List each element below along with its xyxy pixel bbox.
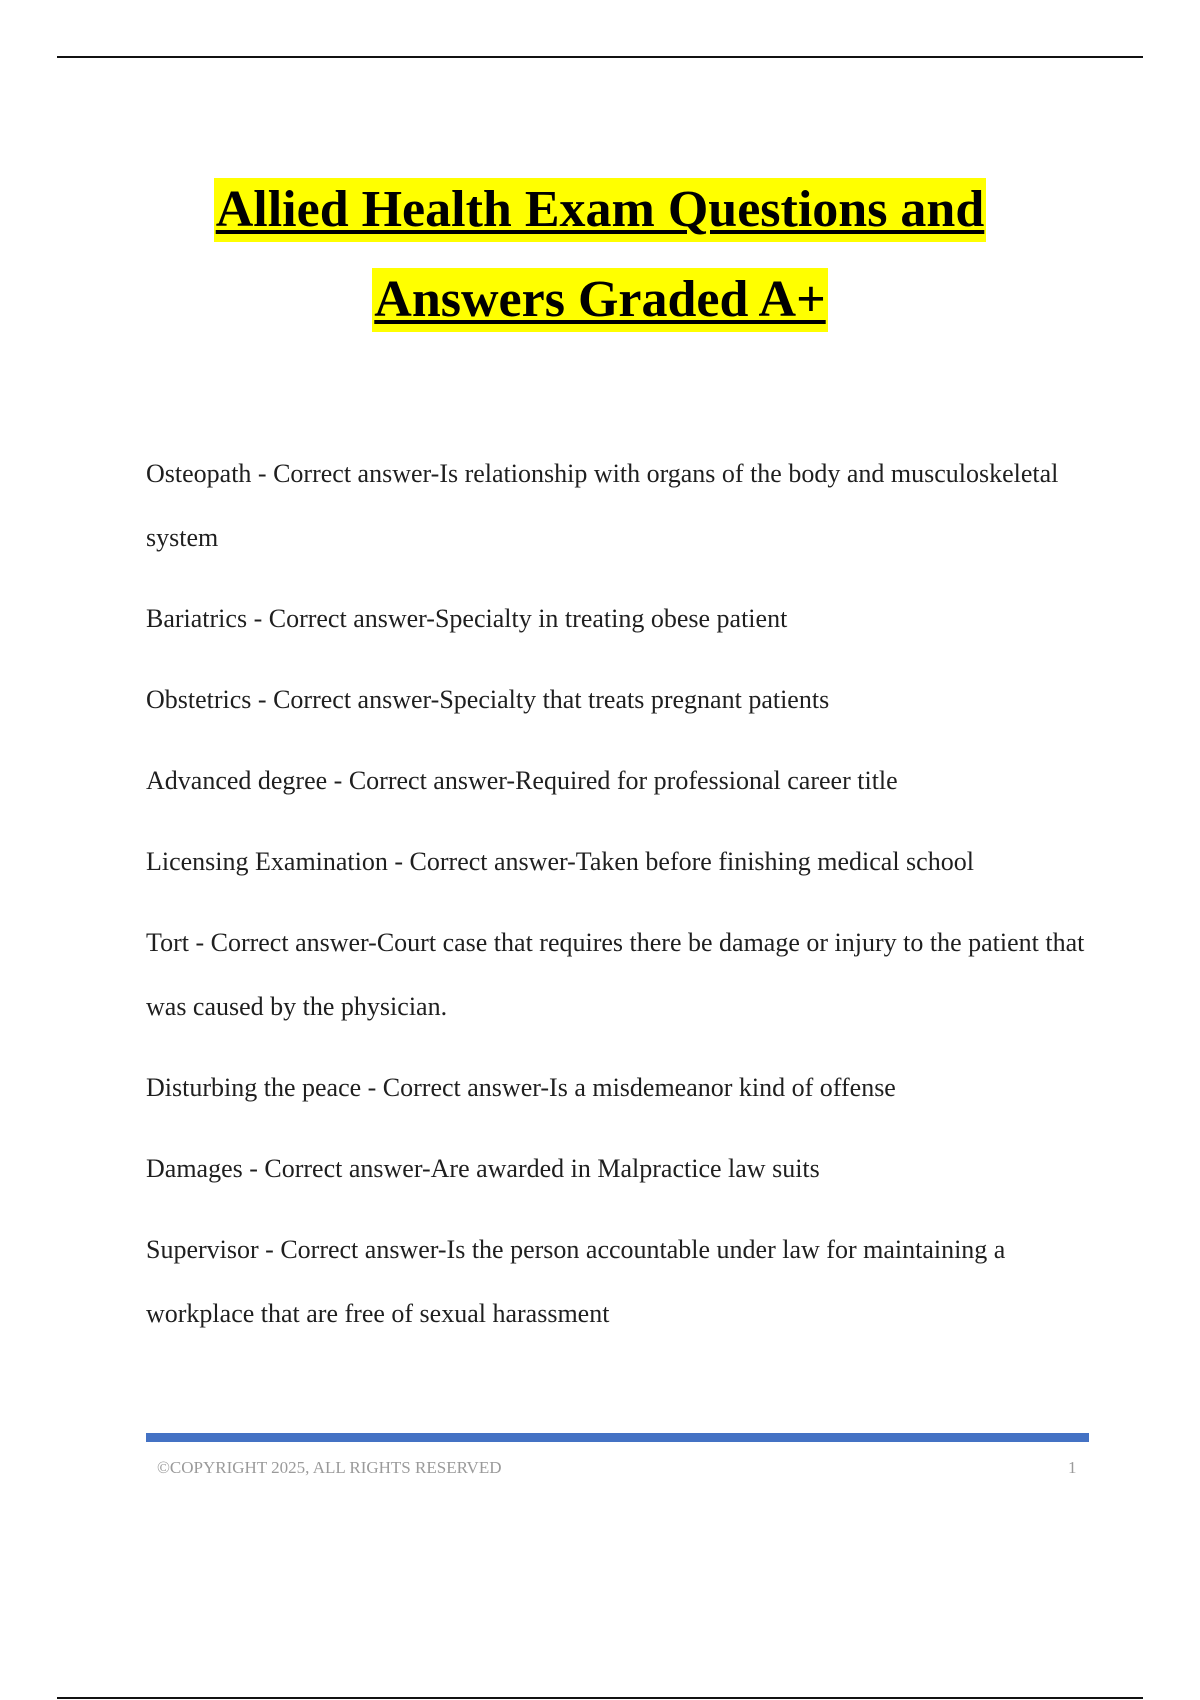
bottom-rule	[57, 1697, 1143, 1699]
document-title	[0, 178, 1200, 332]
qa-item: Damages - Correct answer-Are awarded in Malpractice law suits	[146, 1154, 820, 1183]
qa-item: Tort - Correct answer-Court case that requires there be damage or injury to the patient that was caused by the physician.	[146, 928, 1085, 1021]
footer-copyright: ©COPYRIGHT 2025, ALL RIGHTS RESERVED	[157, 1458, 502, 1477]
qa-item: Osteopath - Correct answer-Is relationship with organs of the body and musculoskeletal system	[146, 459, 1059, 552]
title-line-2: Answers Graded A+	[372, 268, 827, 332]
qa-item: Obstetrics - Correct answer-Specialty that treats pregnant patients	[146, 685, 830, 714]
qa-item: Disturbing the peace - Correct answer-Is a misdemeanor kind of offense	[146, 1073, 896, 1102]
qa-item: Bariatrics - Correct answer-Specialty in treating obese patient	[146, 604, 788, 633]
qa-item: Advanced degree - Correct answer-Required for professional career title	[146, 766, 898, 795]
footer-bar	[146, 1433, 1089, 1442]
page-number: 1	[1068, 1458, 1077, 1477]
title-line-1: Allied Health Exam Questions and	[214, 178, 987, 242]
qa-item: Supervisor - Correct answer-Is the person accountable under law for maintaining a workplace that are free of sexual harassment	[146, 1235, 1006, 1328]
qa-item: Licensing Examination - Correct answer-Taken before finishing medical school	[146, 847, 974, 876]
top-rule	[57, 56, 1143, 58]
qa-list	[146, 442, 1086, 1363]
